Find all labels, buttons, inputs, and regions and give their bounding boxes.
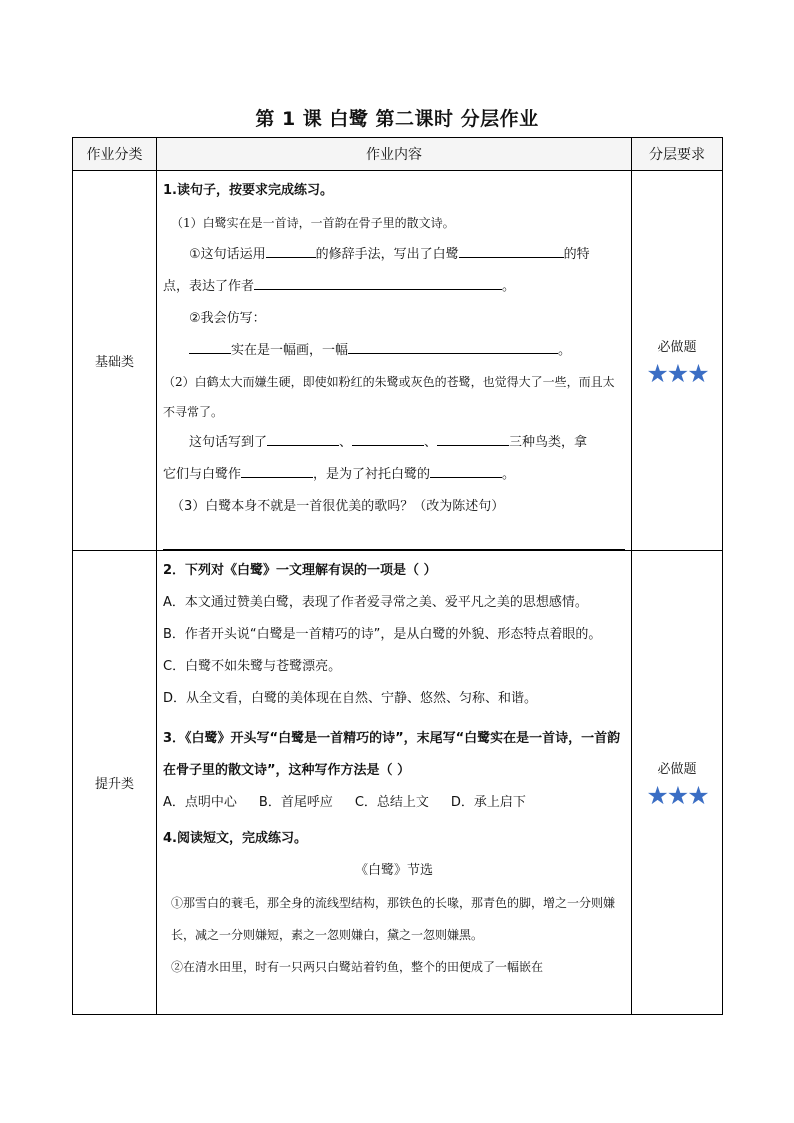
star-rating-icon: ★★★ — [646, 358, 708, 388]
answer-blank[interactable] — [267, 431, 339, 446]
requirement-label: 必做题 — [657, 339, 697, 355]
header-row — [73, 138, 723, 171]
answer-blank[interactable] — [189, 339, 231, 354]
question-3-options — [163, 787, 625, 819]
answer-blank[interactable] — [437, 431, 509, 446]
question-2-option-d: D．从全文看，白鹭的美体现在自然、宁静、悠然、匀称、和谐。 — [163, 691, 538, 706]
page-title: 第 1 课 白鹭 第二课时 分层作业 — [255, 108, 539, 130]
question-3-option-c: C．总结上文 — [354, 795, 429, 810]
sentence-2: （2）白鹤太大而嫌生硬，即使如粉红的朱鹭或灰色的苍鹭，也觉得大了一些，而且太不寻常了。 — [163, 375, 615, 419]
answer-line[interactable] — [163, 531, 625, 550]
question-1-title: 1.读句子，按要求完成练习。 — [163, 183, 333, 198]
header-requirement: 分层要求 — [632, 138, 723, 171]
answer-blank[interactable] — [459, 243, 564, 258]
sentence-3: （3）白鹭本身不就是一首很优美的歌吗？（改为陈述句） — [171, 499, 505, 514]
sentence-2-task-cont: 它们与白鹭作 ，是为了衬托白鹭的 。 — [163, 459, 625, 491]
requirement-basic — [632, 171, 723, 551]
question-2-option-c: C．白鹭不如朱鹭与苍鹭漂亮。 — [163, 659, 342, 674]
sentence-1: （1）白鹭实在是一首诗，一首韵在骨子里的散文诗。 — [171, 216, 455, 230]
answer-blank[interactable] — [266, 243, 316, 258]
answer-blank[interactable] — [430, 463, 502, 478]
sentence-1-task-a: ①这句话运用 的修辞手法，写出了白鹭 的特 — [163, 239, 625, 271]
row-advanced — [73, 551, 723, 1015]
category-advanced: 提升类 — [73, 551, 157, 1015]
question-2-title: 2．下列对《白鹭》一文理解有误的一项是（ ） — [163, 563, 437, 578]
passage-paragraph-2: ②在清水田里，时有一只两只白鹭站着钓鱼，整个的田便成了一幅嵌在 — [171, 960, 544, 974]
header-content: 作业内容 — [157, 138, 632, 171]
sentence-1-task-c: 实在是一幅画，一幅 。 — [163, 335, 625, 367]
answer-blank[interactable] — [241, 463, 313, 478]
question-3-option-a: A．点明中心 — [163, 795, 237, 810]
homework-table — [72, 137, 723, 1015]
passage-title: 《白鹭》节选 — [354, 863, 433, 878]
sentence-1-task-a-cont: 点，表达了作者 。 — [163, 271, 625, 303]
question-3-option-b: B．首尾呼应 — [258, 795, 333, 810]
answer-blank[interactable] — [254, 275, 502, 290]
content-basic — [157, 171, 632, 551]
passage-paragraph-1: ①那雪白的蓑毛，那全身的流线型结构，那铁色的长喙，那青色的脚，增之一分则嫌长，减之一分则嫌短，素之一忽则嫌白，黛之一忽则嫌黑。 — [171, 896, 616, 942]
question-4-title: 4.阅读短文，完成练习。 — [163, 831, 307, 846]
star-rating-icon: ★★★ — [646, 780, 708, 810]
question-3-option-d: D．承上启下 — [450, 795, 526, 810]
answer-blank[interactable] — [348, 339, 558, 354]
requirement-label: 必做题 — [657, 761, 697, 777]
question-3-title: 3．《白鹭》开头写“白鹭是一首精巧的诗”，末尾写“白鹭实在是一首诗，一首韵在骨子里的散文诗”，这种写作方法是（ ） — [163, 731, 621, 778]
sentence-1-task-b: ②我会仿写： — [189, 311, 266, 326]
requirement-advanced — [632, 551, 723, 1015]
category-basic: 基础类 — [73, 171, 157, 551]
header-category: 作业分类 — [73, 138, 157, 171]
row-basic — [73, 171, 723, 551]
content-advanced — [157, 551, 632, 1015]
answer-blank[interactable] — [352, 431, 424, 446]
question-2-option-b: B．作者开头说“白鹭是一首精巧的诗”，是从白鹭的外貌、形态特点着眼的。 — [163, 627, 602, 642]
sentence-2-task: 这句话写到了 、 、 三种鸟类，拿 — [163, 427, 625, 459]
question-2-option-a: A．本文通过赞美白鹭，表现了作者爱寻常之美、爱平凡之美的思想感情。 — [163, 595, 588, 610]
